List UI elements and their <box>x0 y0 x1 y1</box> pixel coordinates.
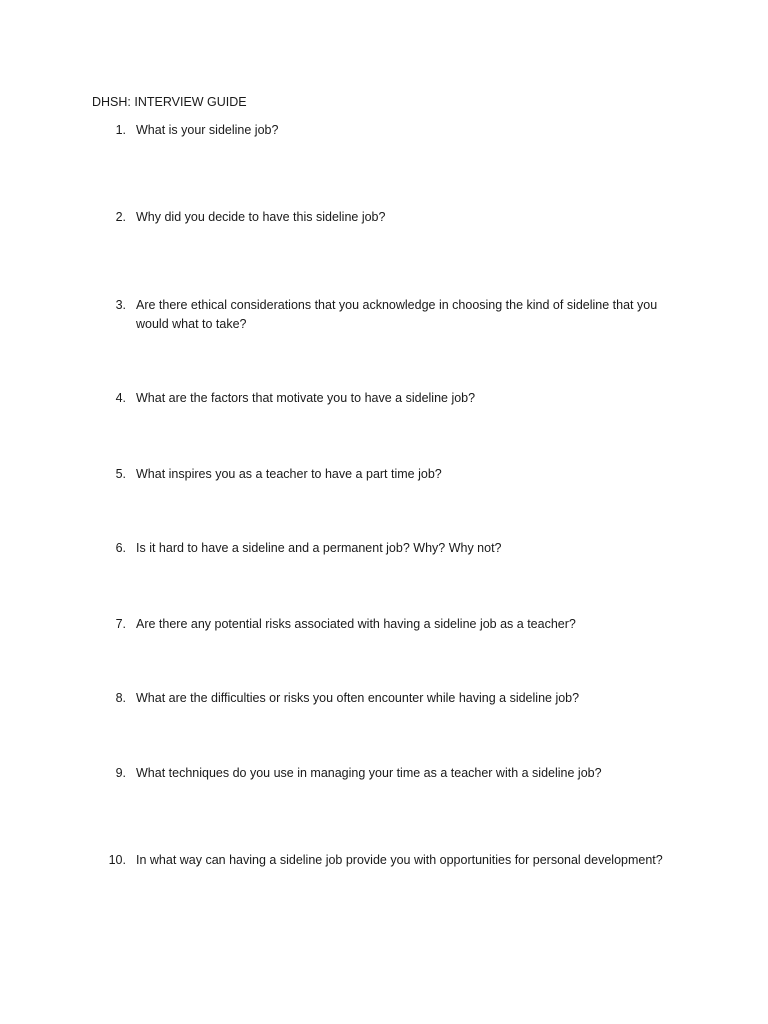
question-item-5 <box>104 465 684 484</box>
question-item-3 <box>104 296 684 334</box>
question-text: Are there ethical considerations that you acknowledge in choosing the kind of sideline that you would what to take? <box>136 298 658 331</box>
question-item-10 <box>104 851 684 870</box>
question-text: What is your sideline job? <box>136 123 279 137</box>
question-text: What are the factors that motivate you to have a sideline job? <box>136 391 476 405</box>
question-number: 6. <box>115 541 126 555</box>
question-item-8 <box>104 689 684 708</box>
question-text: Is it hard to have a sideline and a permanent job? Why? Why not? <box>136 541 502 555</box>
question-item-4 <box>104 389 684 408</box>
document-title: DHSH: INTERVIEW GUIDE <box>92 95 247 109</box>
question-number: 2. <box>115 210 126 224</box>
question-item-6 <box>104 539 684 558</box>
question-item-2 <box>104 208 684 227</box>
question-text: What techniques do you use in managing your time as a teacher with a sideline job? <box>136 766 602 780</box>
question-text: In what way can having a sideline job provide you with opportunities for personal development? <box>136 853 663 867</box>
question-number: 4. <box>115 391 126 405</box>
question-number: 10. <box>108 853 126 867</box>
question-number: 8. <box>115 691 126 705</box>
question-text: Are there any potential risks associated with having a sideline job as a teacher? <box>136 617 576 631</box>
question-number: 7. <box>115 617 126 631</box>
question-text: What are the difficulties or risks you often encounter while having a sideline job? <box>136 691 580 705</box>
question-item-7 <box>104 615 684 634</box>
question-number: 9. <box>115 766 126 780</box>
question-item-9 <box>104 764 684 783</box>
question-item-1 <box>104 121 684 140</box>
question-number: 3. <box>115 298 126 312</box>
question-text: What inspires you as a teacher to have a part time job? <box>136 467 442 481</box>
question-number: 5. <box>115 467 126 481</box>
question-number: 1. <box>115 123 126 137</box>
question-text: Why did you decide to have this sideline job? <box>136 210 386 224</box>
